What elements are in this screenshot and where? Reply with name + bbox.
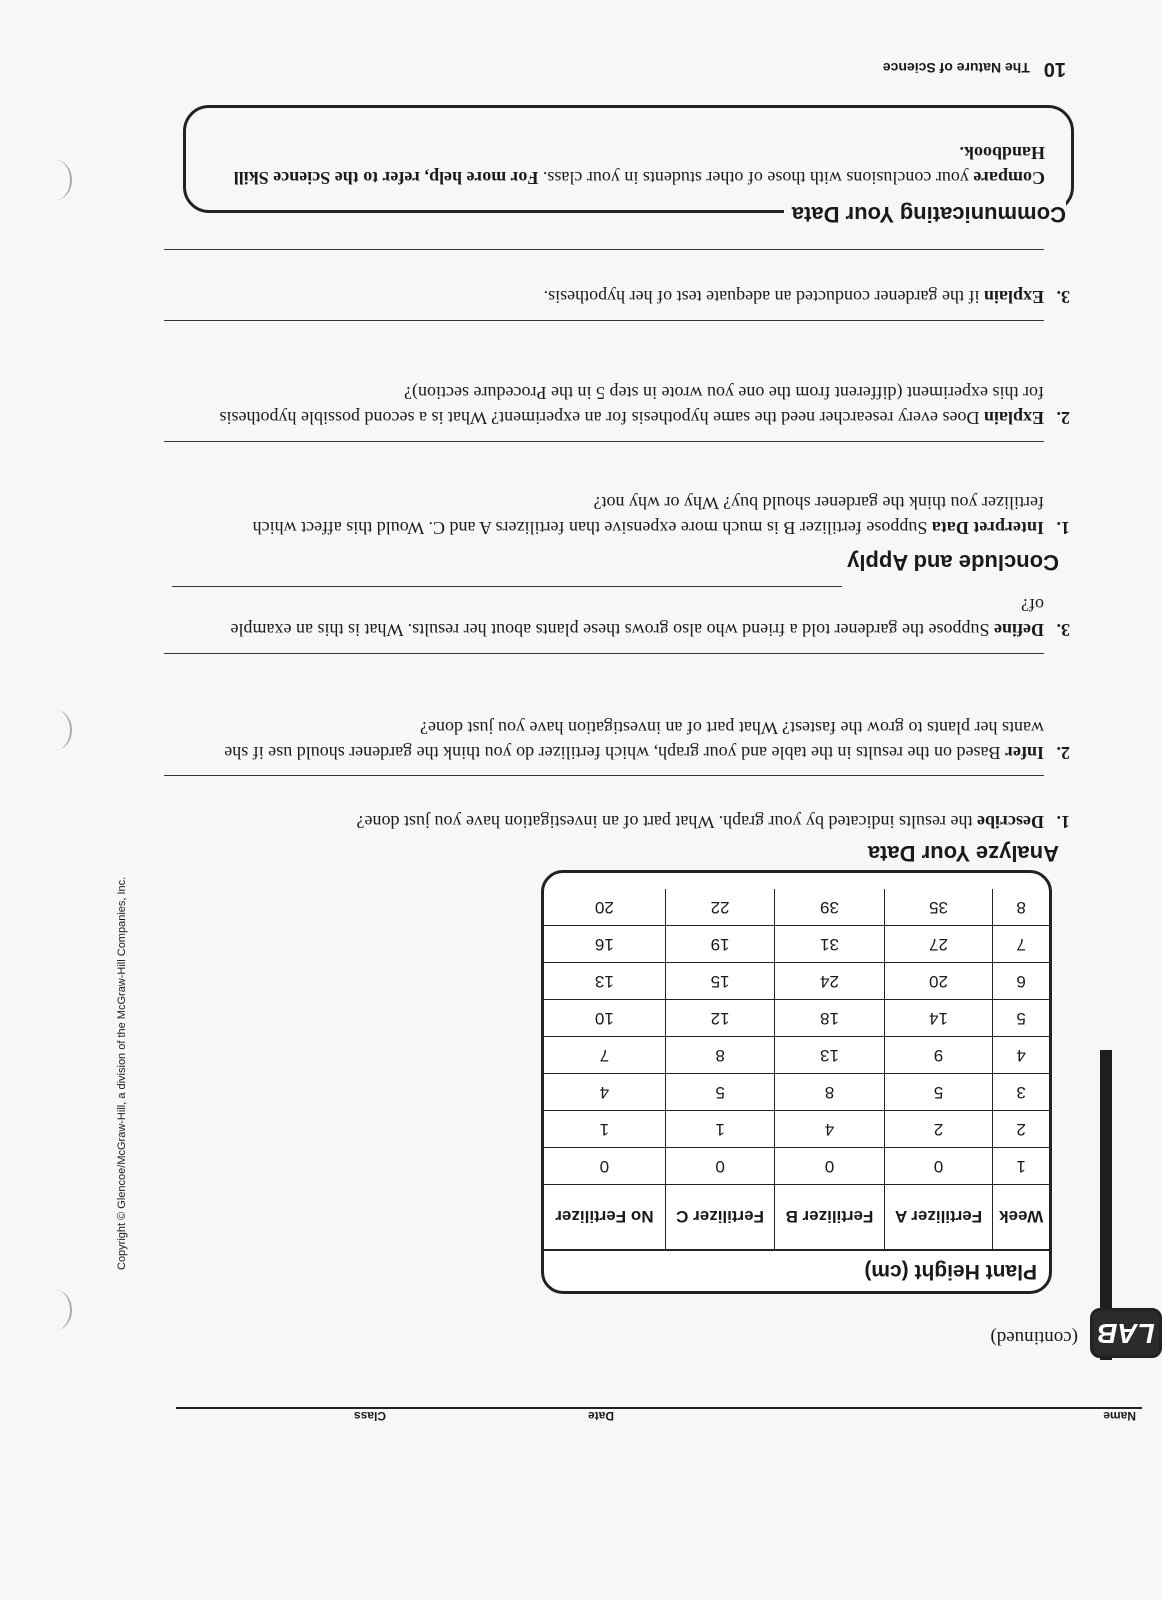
- table-header-row: [544, 1185, 1049, 1250]
- answer-line-inline[interactable]: [172, 586, 842, 587]
- lab-badge: LAB: [1090, 1308, 1162, 1358]
- class-label: Class: [353, 1409, 386, 1423]
- table-cell: 8: [993, 889, 1049, 926]
- question-keyword: Describe: [977, 812, 1044, 832]
- conclude-question-2: [204, 380, 1070, 430]
- table-cell: 8: [665, 1037, 774, 1074]
- analyze-question-1: [204, 809, 1070, 834]
- conclude-question-1: [204, 490, 1070, 540]
- plant-height-table: [541, 870, 1052, 1294]
- question-text: Suppose fertilizer B is much more expensive than fertilizers A and C. Would this affect which fertilizer you think the gardener should buy? Why or why not?: [252, 493, 1044, 538]
- question-keyword: Interpret Data: [931, 518, 1044, 538]
- table-row: [544, 1074, 1049, 1111]
- punch-hole: [40, 710, 72, 750]
- answer-line[interactable]: [164, 320, 1044, 321]
- table-row: [544, 1111, 1049, 1148]
- question-keyword: Explain: [983, 408, 1044, 428]
- table-row: [544, 926, 1049, 963]
- table-cell: 4: [775, 1111, 884, 1148]
- table-row: [544, 963, 1049, 1000]
- table-cell: 1: [665, 1111, 774, 1148]
- table-cell: 5: [665, 1074, 774, 1111]
- table-cell: 2: [993, 1111, 1049, 1148]
- table-cell: 0: [665, 1148, 774, 1185]
- copyright-notice: [102, 410, 128, 1270]
- table-cell: 16: [544, 926, 665, 963]
- analyze-question-2: [204, 715, 1070, 765]
- punch-hole: [40, 1290, 72, 1330]
- continued-label: (continued): [990, 1327, 1078, 1348]
- table-cell: 7: [993, 926, 1049, 963]
- table-cell: 14: [884, 1000, 993, 1037]
- table-cell: 1: [993, 1148, 1049, 1185]
- question-text: if the gardener conducted an adequate test of her hypothesis.: [543, 287, 984, 307]
- question-number: 2.: [1056, 743, 1070, 763]
- table-cell: 12: [665, 1000, 774, 1037]
- analyze-title: Analyze Your Data: [867, 841, 1059, 866]
- analyze-question-3: [204, 592, 1070, 642]
- table-cell: 9: [884, 1037, 993, 1074]
- table-cell: 10: [544, 1000, 665, 1037]
- question-number: 1.: [1056, 518, 1070, 538]
- table-cell: 4: [544, 1074, 665, 1111]
- question-number: 1.: [1056, 812, 1070, 832]
- answer-line[interactable]: [164, 249, 1044, 250]
- table-cell: 19: [665, 926, 774, 963]
- table-cell: 39: [775, 889, 884, 926]
- column-header: Week: [993, 1185, 1049, 1250]
- table-cell: 13: [775, 1037, 884, 1074]
- table-cell: 22: [665, 889, 774, 926]
- conclude-question-3: [204, 284, 1070, 309]
- table-cell: 13: [544, 963, 665, 1000]
- table-row: [544, 1000, 1049, 1037]
- question-keyword: Explain: [983, 287, 1044, 307]
- table-cell: 1: [544, 1111, 665, 1148]
- table-cell: 0: [775, 1148, 884, 1185]
- table-cell: 18: [775, 1000, 884, 1037]
- answer-line[interactable]: [164, 775, 1044, 776]
- question-number: 2.: [1056, 408, 1070, 428]
- question-keyword: Define: [994, 620, 1044, 640]
- question-number: 3.: [1056, 287, 1070, 307]
- question-keyword: Infer: [1005, 743, 1044, 763]
- table-cell: 5: [993, 1000, 1049, 1037]
- date-label: Date: [587, 1409, 614, 1423]
- answer-line[interactable]: [164, 653, 1044, 654]
- column-header: Fertilizer B: [775, 1185, 884, 1250]
- table-cell: 27: [884, 926, 993, 963]
- communicating-help: For more help, refer to the Science Skill Handbook.: [233, 143, 1045, 188]
- question-text: Based on the results in the table and your graph, which fertilizer do you think the gardener should use if she wants her plants to grow the fastest? What part of an investigation have you just done?: [224, 718, 1044, 763]
- table-cell: 0: [884, 1148, 993, 1185]
- question-text: Suppose the gardener told a friend who also grows these plants about her results. What is this an example of?: [230, 595, 1044, 640]
- table-cell: 8: [775, 1074, 884, 1111]
- table-body: [544, 889, 1049, 1185]
- name-label: Name: [1103, 1409, 1136, 1423]
- question-text: Does every researcher need the same hypothesis for an experiment? What is a second possible hypothesis for this experiment (different from the one you wrote in step 5 in the Procedure section)?: [219, 383, 1044, 428]
- chapter-title: The Nature of Science: [882, 60, 1030, 76]
- punch-hole: [40, 160, 72, 200]
- question-number: 3.: [1056, 620, 1070, 640]
- question-text: the results indicated by your graph. What part of an investigation have you just done?: [356, 812, 978, 832]
- table-row: [544, 1037, 1049, 1074]
- conclude-title: Conclude and Apply: [847, 550, 1059, 575]
- page-footer: [883, 57, 1066, 80]
- table-cell: 35: [884, 889, 993, 926]
- table-cell: 4: [993, 1037, 1049, 1074]
- communicating-body: your conclusions with those of other students in your class.: [538, 168, 974, 188]
- communicating-keyword: Compare: [973, 168, 1045, 188]
- column-header: No Fertilizer: [544, 1185, 665, 1250]
- table-cell: 2: [884, 1111, 993, 1148]
- table-cell: 3: [993, 1074, 1049, 1111]
- table-cell: 20: [884, 963, 993, 1000]
- copyright-text: Copyright © Glencoe/McGraw-Hill, a division of the McGraw-Hill Companies, Inc.: [116, 876, 128, 1270]
- table-cell: 6: [993, 963, 1049, 1000]
- communicating-text: [195, 140, 1045, 190]
- column-header: Fertilizer C: [665, 1185, 774, 1250]
- communicating-title: Communicating Your Data: [784, 201, 1066, 227]
- answer-line[interactable]: [164, 441, 1044, 442]
- table-cell: 20: [594, 898, 614, 917]
- table-cell: 31: [775, 926, 884, 963]
- header-rule: [176, 1407, 1142, 1409]
- table-cell: 7: [544, 1037, 665, 1074]
- table-row: [544, 1148, 1049, 1185]
- table-cell: 5: [884, 1074, 993, 1111]
- table-cell: 0: [544, 1148, 665, 1185]
- table-cell: 15: [665, 963, 774, 1000]
- table-title: Plant Height (cm): [544, 1249, 1049, 1291]
- column-header: Fertilizer A: [884, 1185, 993, 1250]
- page-number: 10: [1043, 58, 1066, 80]
- table-cell: 24: [775, 963, 884, 1000]
- table-row: [544, 889, 1049, 926]
